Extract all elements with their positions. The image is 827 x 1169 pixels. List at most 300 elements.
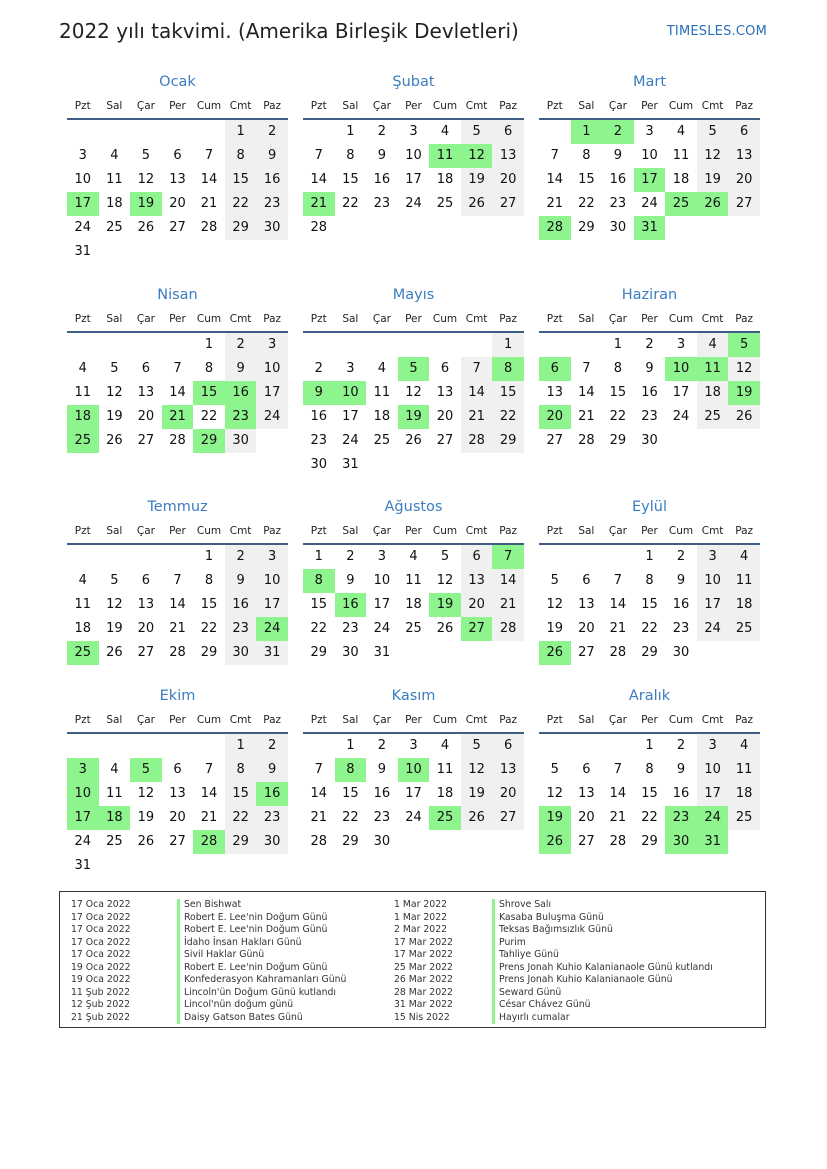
- holiday-day-cell: 27: [461, 617, 493, 641]
- weekday-label: Pzt: [546, 99, 563, 112]
- day-cell: 13: [461, 569, 493, 593]
- day-cell: 1: [645, 738, 654, 753]
- holiday-name: Daisy Gatson Bates Günü: [177, 1012, 303, 1025]
- day-cell: 23: [373, 810, 391, 825]
- day-cell: 28: [578, 433, 595, 448]
- holiday-day-cell: 5: [728, 333, 760, 357]
- weekday-label: Per: [169, 713, 186, 726]
- month-name: Eylül: [632, 499, 667, 515]
- day-cell: 24: [672, 409, 690, 424]
- holiday-day-cell: 3: [67, 758, 99, 782]
- weekday-label: Pzt: [546, 524, 563, 537]
- day-cell: 2: [256, 120, 288, 144]
- day-cell: 29: [225, 830, 257, 854]
- day-cell: 9: [613, 148, 623, 163]
- day-cell: 15: [225, 168, 257, 192]
- day-cell: 1: [225, 734, 257, 758]
- month-4: [67, 284, 288, 453]
- day-cell: 20: [137, 621, 155, 636]
- day-cell: 14: [461, 381, 493, 405]
- empty-cell: [162, 120, 194, 144]
- day-cell: 12: [137, 786, 155, 801]
- day-cell: 26: [106, 645, 123, 660]
- month-1: [67, 71, 288, 264]
- holiday-day-cell: 25: [665, 192, 697, 216]
- day-cell: 13: [728, 144, 760, 168]
- day-cell: 23: [225, 617, 257, 641]
- day-cell: 5: [550, 762, 559, 777]
- day-cell: 28: [169, 645, 186, 660]
- month-7: [67, 496, 288, 665]
- weekday-label: Paz: [263, 524, 282, 537]
- holiday-day-cell: 12: [461, 144, 493, 168]
- holiday-date: 11 Şub 2022: [71, 986, 131, 998]
- empty-cell: [193, 120, 225, 144]
- day-cell: 25: [373, 433, 391, 448]
- day-cell: 11: [672, 148, 690, 163]
- day-cell: 23: [373, 196, 391, 211]
- day-cell: 13: [436, 385, 454, 400]
- day-cell: 23: [672, 621, 690, 636]
- holiday-day-cell: 16: [256, 782, 288, 806]
- holiday-name: Hayırlı cumalar: [492, 1012, 570, 1025]
- day-cell: 4: [377, 361, 387, 376]
- day-cell: 5: [461, 734, 493, 758]
- day-cell: 9: [377, 762, 387, 777]
- day-cell: 15: [641, 786, 658, 801]
- day-cell: 2: [676, 738, 686, 753]
- empty-cell: [571, 333, 603, 357]
- month-name: Aralık: [628, 688, 671, 704]
- holiday-name: Sivil Haklar Günü: [177, 949, 264, 962]
- day-cell: 7: [314, 762, 323, 777]
- day-cell: 8: [204, 361, 214, 376]
- weekday-label: Sal: [578, 99, 595, 112]
- holiday-name: Konfederasyon Kahramanları Günü: [177, 974, 346, 987]
- day-cell: 14: [169, 385, 186, 400]
- day-cell: 6: [141, 361, 151, 376]
- day-cell: 31: [342, 457, 359, 472]
- day-cell: 14: [609, 786, 627, 801]
- holiday-name: Shrove Salı: [492, 899, 551, 912]
- day-cell: 12: [137, 172, 155, 187]
- holiday-day-cell: 16: [335, 593, 367, 617]
- holiday-day-cell: 21: [162, 405, 194, 429]
- day-cell: 20: [728, 168, 760, 192]
- day-cell: 25: [106, 220, 123, 235]
- holiday-name: Robert E. Lee'nin Doğum Günü: [177, 924, 327, 937]
- month-name: Şubat: [392, 74, 435, 90]
- day-cell: 27: [492, 806, 524, 830]
- day-cell: 14: [492, 569, 524, 593]
- holiday-day-cell: 5: [130, 758, 162, 782]
- day-cell: 23: [609, 196, 627, 211]
- weekday-label: Paz: [735, 312, 754, 325]
- day-cell: 25: [728, 617, 760, 641]
- holiday-day-cell: 10: [665, 357, 697, 381]
- weekday-label: Cum: [432, 99, 458, 112]
- holiday-name: Teksas Bağımsızlık Günü: [492, 924, 613, 937]
- day-cell: 9: [256, 144, 288, 168]
- day-cell: 15: [342, 786, 359, 801]
- day-cell: 26: [137, 220, 155, 235]
- empty-cell: [162, 734, 194, 758]
- day-cell: 17: [672, 385, 690, 400]
- day-cell: 21: [169, 621, 186, 636]
- day-cell: 13: [546, 385, 564, 400]
- day-cell: 18: [106, 196, 123, 211]
- day-grid: [67, 734, 288, 878]
- day-cell: 12: [546, 786, 564, 801]
- day-cell: 15: [200, 597, 218, 612]
- day-cell: 19: [461, 782, 493, 806]
- site-link[interactable]: TIMESLES.COM: [666, 24, 767, 39]
- day-cell: 17: [256, 381, 288, 405]
- weekday-label: Çar: [372, 99, 391, 112]
- day-cell: 24: [405, 196, 422, 211]
- day-cell: 30: [609, 220, 627, 235]
- day-cell: 27: [169, 834, 186, 849]
- weekday-label: Sal: [342, 99, 359, 112]
- day-cell: 16: [672, 597, 690, 612]
- empty-cell: [67, 120, 99, 144]
- day-cell: 4: [728, 734, 760, 758]
- weekday-header: [67, 306, 288, 333]
- holiday-day-cell: 19: [429, 593, 461, 617]
- day-cell: 29: [578, 220, 595, 235]
- empty-cell: [67, 545, 99, 569]
- empty-cell: [130, 545, 162, 569]
- weekday-label: Cum: [196, 524, 222, 537]
- day-cell: 1: [314, 549, 323, 564]
- day-cell: 2: [225, 545, 257, 569]
- day-cell: 6: [173, 148, 182, 163]
- day-cell: 16: [310, 409, 328, 424]
- weekday-label: Cmt: [701, 99, 724, 112]
- holiday-date: 17 Oca 2022: [71, 924, 131, 935]
- weekday-header: [303, 707, 524, 734]
- weekday-label: Çar: [608, 524, 627, 537]
- day-cell: 23: [256, 192, 288, 216]
- day-cell: 11: [106, 786, 123, 801]
- day-cell: 23: [256, 806, 288, 830]
- day-cell: 29: [310, 645, 328, 660]
- day-cell: 13: [169, 172, 186, 187]
- day-cell: 1: [492, 333, 524, 357]
- day-cell: 1: [346, 124, 355, 139]
- month-name: Kasım: [391, 688, 436, 704]
- weekday-label: Sal: [578, 524, 595, 537]
- day-grid: [67, 120, 288, 264]
- weekday-label: Per: [641, 713, 658, 726]
- day-cell: 10: [405, 148, 422, 163]
- empty-cell: [571, 545, 603, 569]
- day-cell: 8: [225, 758, 257, 782]
- weekday-label: Cmt: [465, 524, 488, 537]
- day-cell: 18: [373, 409, 391, 424]
- day-cell: 26: [106, 433, 123, 448]
- day-cell: 21: [546, 196, 564, 211]
- weekday-label: Cmt: [229, 524, 252, 537]
- day-cell: 2: [346, 549, 355, 564]
- day-cell: 4: [697, 333, 729, 357]
- holiday-day-cell: 29: [193, 429, 225, 453]
- holiday-day-cell: 5: [398, 357, 430, 381]
- day-cell: 6: [173, 762, 182, 777]
- holiday-day-cell: 28: [539, 216, 571, 240]
- holiday-date: 15 Nis 2022: [394, 1011, 450, 1023]
- day-grid: [303, 120, 524, 240]
- day-cell: 3: [377, 549, 387, 564]
- day-cell: 28: [492, 617, 524, 641]
- weekday-label: Cum: [668, 713, 694, 726]
- holiday-day-cell: 10: [335, 381, 367, 405]
- day-cell: 22: [225, 192, 257, 216]
- day-cell: 25: [697, 405, 729, 429]
- day-cell: 28: [461, 429, 493, 453]
- day-cell: 12: [436, 573, 454, 588]
- holiday-date: 17 Oca 2022: [71, 949, 131, 960]
- day-cell: 8: [613, 361, 623, 376]
- holiday-name: Sen Bishwat: [177, 899, 241, 912]
- day-cell: 27: [492, 192, 524, 216]
- day-cell: 14: [310, 172, 328, 187]
- day-cell: 15: [492, 381, 524, 405]
- empty-cell: [130, 734, 162, 758]
- day-cell: 11: [74, 597, 92, 612]
- day-cell: 15: [225, 782, 257, 806]
- weekday-label: Pzt: [310, 524, 327, 537]
- weekday-label: Pzt: [310, 99, 327, 112]
- holiday-date: 19 Oca 2022: [71, 974, 131, 985]
- holiday-day-cell: 10: [398, 758, 430, 782]
- day-cell: 23: [342, 621, 359, 636]
- day-cell: 27: [546, 433, 564, 448]
- weekday-label: Paz: [499, 524, 518, 537]
- day-cell: 3: [645, 124, 654, 139]
- day-cell: 22: [200, 621, 218, 636]
- day-cell: 24: [641, 196, 658, 211]
- weekday-label: Per: [405, 713, 422, 726]
- weekday-label: Cum: [196, 99, 222, 112]
- day-grid: [539, 120, 760, 240]
- weekday-label: Cmt: [229, 713, 252, 726]
- day-cell: 17: [697, 593, 729, 617]
- day-cell: 9: [256, 758, 288, 782]
- day-cell: 18: [728, 782, 760, 806]
- empty-cell: [130, 333, 162, 357]
- day-cell: 4: [78, 573, 87, 588]
- empty-cell: [99, 120, 131, 144]
- holiday-day-cell: 31: [697, 830, 729, 854]
- day-cell: 5: [440, 549, 450, 564]
- day-cell: 13: [137, 597, 155, 612]
- weekday-label: Çar: [136, 713, 155, 726]
- day-cell: 21: [200, 196, 218, 211]
- day-cell: 16: [609, 172, 627, 187]
- weekday-label: Cum: [668, 99, 694, 112]
- day-cell: 5: [110, 573, 119, 588]
- day-cell: 27: [436, 433, 454, 448]
- holiday-date: 19 Oca 2022: [71, 961, 131, 973]
- empty-cell: [303, 120, 335, 144]
- empty-cell: [366, 333, 398, 357]
- month-name: Temmuz: [147, 499, 208, 515]
- day-cell: 19: [546, 621, 564, 636]
- day-cell: 31: [74, 244, 92, 259]
- day-cell: 8: [346, 148, 355, 163]
- holiday-day-cell: 10: [67, 782, 99, 806]
- day-cell: 30: [342, 645, 359, 660]
- day-cell: 26: [137, 834, 155, 849]
- day-cell: 15: [310, 597, 328, 612]
- day-cell: 22: [641, 621, 658, 636]
- day-cell: 9: [377, 148, 387, 163]
- weekday-label: Cum: [432, 524, 458, 537]
- day-cell: 15: [578, 172, 595, 187]
- day-cell: 27: [137, 645, 155, 660]
- empty-cell: [67, 333, 99, 357]
- day-grid: [539, 545, 760, 665]
- empty-cell: [99, 333, 131, 357]
- day-cell: 6: [582, 762, 591, 777]
- empty-cell: [461, 333, 493, 357]
- day-cell: 17: [405, 786, 422, 801]
- empty-cell: [162, 545, 194, 569]
- day-cell: 26: [461, 806, 493, 830]
- day-cell: 7: [582, 361, 591, 376]
- holiday-day-cell: 28: [193, 830, 225, 854]
- weekday-label: Paz: [735, 524, 754, 537]
- day-cell: 14: [200, 172, 218, 187]
- holiday-name: Lincoln'ün Doğum Günü kutlandı: [177, 987, 336, 1000]
- day-cell: 30: [672, 645, 690, 660]
- day-cell: 1: [204, 549, 214, 564]
- day-cell: 9: [346, 573, 355, 588]
- weekday-label: Cmt: [229, 99, 252, 112]
- day-cell: 5: [697, 120, 729, 144]
- day-grid: [303, 545, 524, 665]
- month-10: [67, 685, 288, 878]
- day-grid: [539, 333, 760, 453]
- day-cell: 8: [225, 144, 257, 168]
- day-cell: 3: [346, 361, 355, 376]
- day-cell: 25: [728, 806, 760, 830]
- day-cell: 8: [582, 148, 591, 163]
- day-cell: 20: [169, 810, 186, 825]
- day-cell: 25: [405, 621, 422, 636]
- day-cell: 22: [492, 405, 524, 429]
- holiday-name: Robert E. Lee'nin Doğum Günü: [177, 962, 327, 975]
- empty-cell: [99, 545, 131, 569]
- day-cell: 13: [492, 144, 524, 168]
- day-cell: 31: [74, 858, 92, 873]
- empty-cell: [602, 734, 634, 758]
- empty-cell: [429, 333, 461, 357]
- empty-cell: [602, 545, 634, 569]
- holiday-name: César Chávez Günü: [492, 999, 591, 1012]
- holiday-date: 12 Şub 2022: [71, 999, 131, 1010]
- month-name: Ağustos: [384, 499, 443, 515]
- day-cell: 30: [225, 641, 257, 665]
- weekday-header: [303, 518, 524, 545]
- day-cell: 21: [609, 810, 627, 825]
- holiday-day-cell: 23: [665, 806, 697, 830]
- weekday-label: Paz: [499, 713, 518, 726]
- day-cell: 22: [342, 810, 359, 825]
- month-8: [303, 496, 524, 665]
- month-name: Mart: [632, 74, 667, 90]
- day-cell: 10: [256, 357, 288, 381]
- weekday-label: Çar: [136, 524, 155, 537]
- weekday-header: [303, 306, 524, 333]
- weekday-label: Per: [169, 312, 186, 325]
- day-cell: 5: [550, 573, 559, 588]
- holiday-name: Kasaba Buluşma Günü: [492, 912, 604, 925]
- month-name: Ocak: [159, 74, 196, 90]
- day-grid: [539, 734, 760, 854]
- holiday-day-cell: 25: [67, 641, 99, 665]
- day-cell: 12: [106, 597, 123, 612]
- weekday-label: Pzt: [310, 312, 327, 325]
- month-name: Ekim: [159, 688, 196, 704]
- day-cell: 19: [106, 409, 123, 424]
- day-cell: 12: [728, 357, 760, 381]
- page-title: 2022 yılı takvimi. (Amerika Birleşik Devletleri): [59, 19, 519, 43]
- weekday-label: Cmt: [229, 312, 252, 325]
- empty-cell: [539, 734, 571, 758]
- holiday-date: 25 Mar 2022: [394, 961, 453, 973]
- weekday-header: [539, 93, 760, 120]
- holiday-name: Tahliye Günü: [492, 949, 559, 962]
- weekday-label: Cmt: [701, 312, 724, 325]
- day-cell: 18: [672, 172, 690, 187]
- weekday-header: [539, 518, 760, 545]
- weekday-label: Per: [641, 99, 658, 112]
- weekday-header: [539, 707, 760, 734]
- empty-cell: [539, 545, 571, 569]
- day-cell: 7: [204, 148, 214, 163]
- weekday-header: [539, 306, 760, 333]
- day-cell: 25: [436, 196, 454, 211]
- day-cell: 7: [613, 573, 623, 588]
- day-cell: 18: [728, 593, 760, 617]
- day-cell: 9: [676, 573, 686, 588]
- holiday-day-cell: 19: [130, 192, 162, 216]
- day-cell: 16: [256, 168, 288, 192]
- month-5: [303, 284, 524, 477]
- weekday-label: Sal: [342, 713, 359, 726]
- day-cell: 22: [641, 810, 658, 825]
- day-cell: 9: [676, 762, 686, 777]
- day-cell: 6: [582, 573, 591, 588]
- day-cell: 4: [676, 124, 686, 139]
- day-cell: 19: [106, 621, 123, 636]
- weekday-label: Pzt: [74, 713, 91, 726]
- day-cell: 11: [728, 569, 760, 593]
- day-cell: 22: [609, 409, 627, 424]
- day-cell: 19: [137, 810, 155, 825]
- day-cell: 7: [173, 361, 182, 376]
- empty-cell: [193, 734, 225, 758]
- day-cell: 4: [440, 124, 450, 139]
- day-cell: 26: [728, 405, 760, 429]
- month-2: [303, 71, 524, 240]
- day-cell: 6: [141, 573, 151, 588]
- day-cell: 29: [641, 834, 658, 849]
- day-cell: 20: [461, 593, 493, 617]
- weekday-header: [67, 707, 288, 734]
